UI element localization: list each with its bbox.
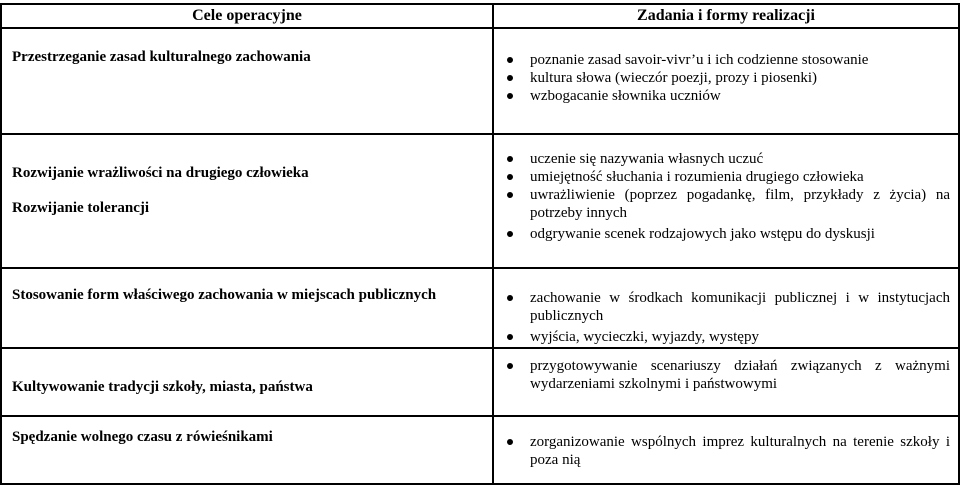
task-text: umiejętność słuchania i rozumienia drugiego człowieka (530, 169, 864, 185)
goal-text: Rozwijanie wrażliwości na drugiego człowieka (12, 165, 309, 181)
table-row (1, 348, 959, 416)
task-list (504, 433, 950, 469)
goal-text: Przestrzeganie zasad kulturalnego zachowania (12, 49, 311, 65)
goal-cell (1, 348, 493, 416)
goal-cell (1, 268, 493, 348)
list-item (504, 69, 950, 87)
goal-cell (1, 28, 493, 134)
tasks-cell (493, 416, 959, 484)
bullet-icon (507, 334, 513, 340)
task-text: wzbogacanie słownika uczniów (530, 88, 721, 104)
header-goals: Cele operacyjne (1, 4, 493, 28)
tasks-cell (493, 134, 959, 268)
task-text: przygotowywanie scenariuszy działań związanych z ważnymi wydarzeniami szkolnymi i państwowymi (530, 358, 950, 392)
goal-text: Spędzanie wolnego czasu z rówieśnikami (12, 429, 273, 445)
list-item (504, 168, 950, 186)
goal-text: Stosowanie form właściwego zachowania w miejscach publicznych (12, 287, 437, 303)
list-item (504, 433, 950, 469)
bullet-icon (507, 439, 513, 445)
bullet-icon (507, 156, 513, 162)
header-row (1, 4, 959, 28)
bullet-icon (507, 363, 513, 369)
list-item (504, 225, 950, 243)
bullet-icon (507, 231, 513, 237)
goal-text: Rozwijanie tolerancji (12, 200, 150, 216)
goal-cell (1, 134, 493, 268)
task-text: zachowanie w środkach komunikacji publicznej i w instytucjach publicznych (530, 290, 950, 324)
list-item (504, 289, 950, 325)
header-tasks: Zadania i formy realizacji (493, 4, 959, 28)
task-text: wyjścia, wycieczki, wyjazdy, występy (530, 329, 759, 345)
tasks-cell (493, 348, 959, 416)
list-item (504, 51, 950, 69)
task-text: uczenie się nazywania własnych uczuć (530, 151, 764, 167)
bullet-icon (507, 57, 513, 63)
goal-cell (1, 416, 493, 484)
bullet-icon (507, 75, 513, 81)
list-item (504, 328, 950, 346)
bullet-icon (507, 295, 513, 301)
task-list (504, 51, 950, 105)
task-text: zorganizowanie wspólnych imprez kulturalnych na terenie szkoły i poza nią (530, 434, 950, 468)
list-item (504, 87, 950, 105)
goal-text: Kultywowanie tradycji szkoły, miasta, państwa (12, 379, 313, 395)
tasks-cell (493, 268, 959, 348)
goals-table (0, 3, 960, 485)
list-item (504, 186, 950, 222)
bullet-icon (507, 93, 513, 99)
task-text: poznanie zasad savoir-vivr’u i ich codzienne stosowanie (530, 52, 869, 68)
task-list (504, 150, 950, 243)
bullet-icon (507, 192, 513, 198)
task-list (504, 289, 950, 346)
table-row (1, 28, 959, 134)
task-text: kultura słowa (wieczór poezji, prozy i piosenki) (530, 70, 817, 86)
table-row (1, 134, 959, 268)
task-text: odgrywanie scenek rodzajowych jako wstępu do dyskusji (530, 226, 875, 242)
bullet-icon (507, 174, 513, 180)
table-row (1, 416, 959, 484)
task-text: uwrażliwienie (poprzez pogadankę, film, przykłady z życia) na potrzeby innych (530, 187, 950, 221)
table-row (1, 268, 959, 348)
list-item (504, 150, 950, 168)
tasks-cell (493, 28, 959, 134)
task-list (504, 357, 950, 393)
list-item (504, 357, 950, 393)
